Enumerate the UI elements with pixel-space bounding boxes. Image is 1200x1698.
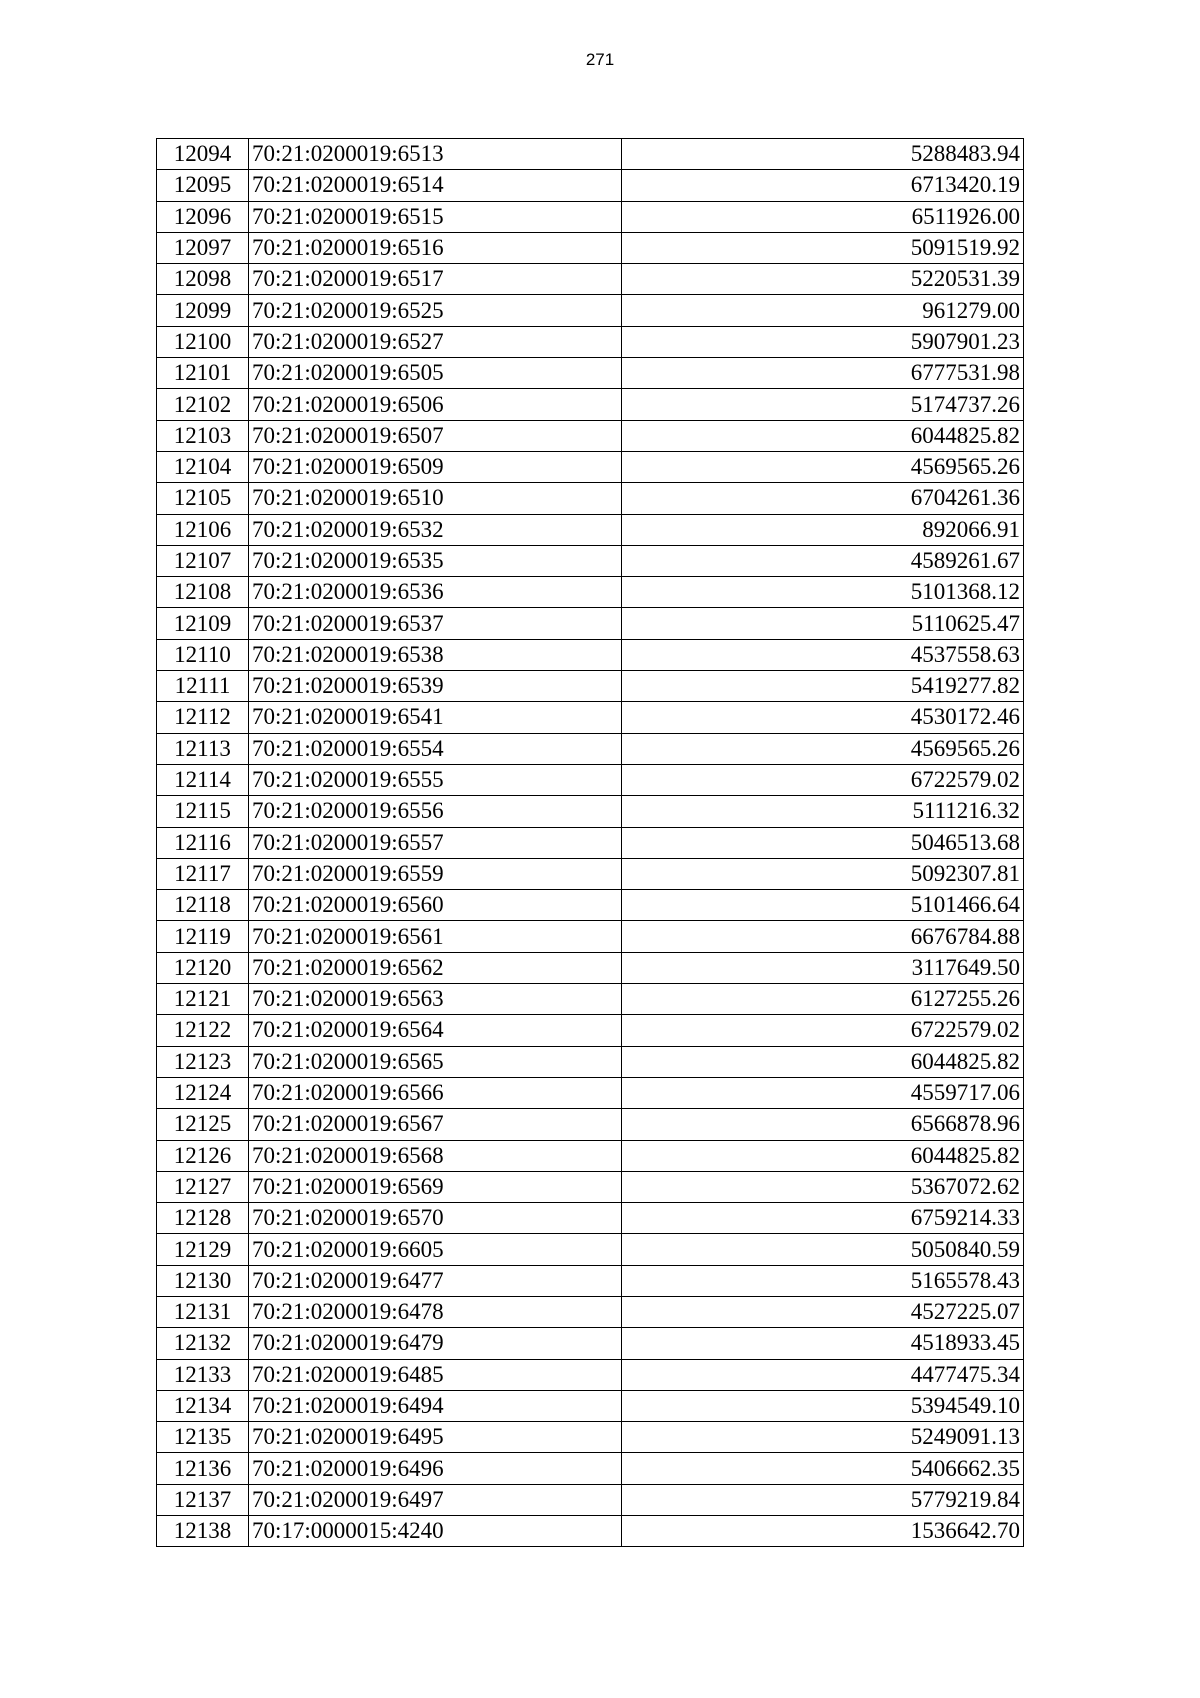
table-row [157,764,1024,795]
row-number-cell: 12102 [157,389,249,420]
cadastral-number-cell: 70:21:0200019:6570 [249,1203,622,1234]
table-row [157,890,1024,921]
row-number-cell: 12136 [157,1453,249,1484]
value-cell: 6127255.26 [622,984,1024,1015]
value-cell: 892066.91 [622,514,1024,545]
cadastral-number-cell: 70:17:0000015:4240 [249,1516,622,1547]
cadastral-number-cell: 70:21:0200019:6554 [249,733,622,764]
value-cell: 6044825.82 [622,420,1024,451]
value-cell: 4559717.06 [622,1077,1024,1108]
row-number-cell: 12138 [157,1516,249,1547]
value-cell: 961279.00 [622,295,1024,326]
row-number-cell: 12103 [157,420,249,451]
table-row [157,984,1024,1015]
cadastral-number-cell: 70:21:0200019:6496 [249,1453,622,1484]
table-row [157,1171,1024,1202]
value-cell: 6777531.98 [622,358,1024,389]
row-number-cell: 12123 [157,1046,249,1077]
value-cell: 5092307.81 [622,858,1024,889]
value-cell: 5406662.35 [622,1453,1024,1484]
value-cell: 5288483.94 [622,139,1024,170]
row-number-cell: 12114 [157,764,249,795]
cadastral-number-cell: 70:21:0200019:6566 [249,1077,622,1108]
row-number-cell: 12119 [157,921,249,952]
value-cell: 5779219.84 [622,1484,1024,1515]
table-row [157,608,1024,639]
value-cell: 5907901.23 [622,326,1024,357]
table-row [157,1453,1024,1484]
value-cell: 5050840.59 [622,1234,1024,1265]
cadastral-number-cell: 70:21:0200019:6565 [249,1046,622,1077]
table-row [157,1296,1024,1327]
cadastral-number-cell: 70:21:0200019:6556 [249,796,622,827]
value-cell: 5220531.39 [622,264,1024,295]
value-cell: 5110625.47 [622,608,1024,639]
row-number-cell: 12127 [157,1171,249,1202]
cadastral-number-cell: 70:21:0200019:6477 [249,1265,622,1296]
value-cell: 5101466.64 [622,890,1024,921]
value-cell: 3117649.50 [622,952,1024,983]
row-number-cell: 12105 [157,483,249,514]
table-row [157,139,1024,170]
row-number-cell: 12121 [157,984,249,1015]
cadastral-number-cell: 70:21:0200019:6513 [249,139,622,170]
table-row [157,1484,1024,1515]
row-number-cell: 12137 [157,1484,249,1515]
cadastral-number-cell: 70:21:0200019:6536 [249,577,622,608]
cadastral-number-cell: 70:21:0200019:6561 [249,921,622,952]
table-row [157,733,1024,764]
table-row [157,639,1024,670]
cadastral-number-cell: 70:21:0200019:6497 [249,1484,622,1515]
row-number-cell: 12129 [157,1234,249,1265]
table-row [157,921,1024,952]
value-cell: 6511926.00 [622,201,1024,232]
value-cell: 1536642.70 [622,1516,1024,1547]
cadastral-number-cell: 70:21:0200019:6564 [249,1015,622,1046]
table-row [157,1015,1024,1046]
table-row [157,232,1024,263]
value-cell: 6704261.36 [622,483,1024,514]
cadastral-number-cell: 70:21:0200019:6569 [249,1171,622,1202]
value-cell: 6044825.82 [622,1046,1024,1077]
row-number-cell: 12097 [157,232,249,263]
row-number-cell: 12118 [157,890,249,921]
table-row [157,295,1024,326]
cadastral-number-cell: 70:21:0200019:6514 [249,170,622,201]
cadastral-number-cell: 70:21:0200019:6559 [249,858,622,889]
cadastral-number-cell: 70:21:0200019:6517 [249,264,622,295]
value-cell: 4477475.34 [622,1359,1024,1390]
row-number-cell: 12115 [157,796,249,827]
value-cell: 4569565.26 [622,451,1024,482]
row-number-cell: 12122 [157,1015,249,1046]
cadastral-number-cell: 70:21:0200019:6516 [249,232,622,263]
value-cell: 5091519.92 [622,232,1024,263]
row-number-cell: 12131 [157,1296,249,1327]
row-number-cell: 12100 [157,326,249,357]
row-number-cell: 12107 [157,545,249,576]
row-number-cell: 12132 [157,1328,249,1359]
table-row [157,827,1024,858]
row-number-cell: 12110 [157,639,249,670]
table-row [157,1077,1024,1108]
row-number-cell: 12101 [157,358,249,389]
cadastral-number-cell: 70:21:0200019:6538 [249,639,622,670]
value-cell: 4569565.26 [622,733,1024,764]
table-row [157,858,1024,889]
value-cell: 6722579.02 [622,1015,1024,1046]
table-row [157,1046,1024,1077]
table-row [157,702,1024,733]
table-row [157,952,1024,983]
table-row [157,796,1024,827]
value-cell: 6759214.33 [622,1203,1024,1234]
table-row [157,389,1024,420]
table-row [157,671,1024,702]
value-cell: 5165578.43 [622,1265,1024,1296]
row-number-cell: 12117 [157,858,249,889]
cadastral-number-cell: 70:21:0200019:6479 [249,1328,622,1359]
table-row [157,358,1024,389]
table-row [157,577,1024,608]
cadastral-number-cell: 70:21:0200019:6525 [249,295,622,326]
value-cell: 4537558.63 [622,639,1024,670]
row-number-cell: 12128 [157,1203,249,1234]
value-cell: 5101368.12 [622,577,1024,608]
row-number-cell: 12108 [157,577,249,608]
row-number-cell: 12130 [157,1265,249,1296]
table-row [157,326,1024,357]
table-row [157,1234,1024,1265]
cadastral-number-cell: 70:21:0200019:6535 [249,545,622,576]
value-cell: 4527225.07 [622,1296,1024,1327]
table-row [157,514,1024,545]
row-number-cell: 12099 [157,295,249,326]
value-cell: 5367072.62 [622,1171,1024,1202]
row-number-cell: 12135 [157,1422,249,1453]
table-row [157,483,1024,514]
cadastral-number-cell: 70:21:0200019:6562 [249,952,622,983]
cadastral-number-cell: 70:21:0200019:6539 [249,671,622,702]
cadastral-number-cell: 70:21:0200019:6507 [249,420,622,451]
table-row [157,264,1024,295]
value-cell: 5046513.68 [622,827,1024,858]
row-number-cell: 12112 [157,702,249,733]
cadastral-number-cell: 70:21:0200019:6527 [249,326,622,357]
data-table [156,138,1024,1547]
value-cell: 4589261.67 [622,545,1024,576]
cadastral-number-cell: 70:21:0200019:6478 [249,1296,622,1327]
cadastral-number-cell: 70:21:0200019:6541 [249,702,622,733]
row-number-cell: 12104 [157,451,249,482]
row-number-cell: 12106 [157,514,249,545]
row-number-cell: 12124 [157,1077,249,1108]
table-row [157,201,1024,232]
cadastral-number-cell: 70:21:0200019:6510 [249,483,622,514]
row-number-cell: 12095 [157,170,249,201]
cadastral-number-cell: 70:21:0200019:6509 [249,451,622,482]
value-cell: 6713420.19 [622,170,1024,201]
value-cell: 5111216.32 [622,796,1024,827]
row-number-cell: 12126 [157,1140,249,1171]
cadastral-number-cell: 70:21:0200019:6560 [249,890,622,921]
value-cell: 6566878.96 [622,1109,1024,1140]
row-number-cell: 12098 [157,264,249,295]
table-row [157,545,1024,576]
table-row [157,1516,1024,1547]
table-row [157,1328,1024,1359]
value-cell: 6722579.02 [622,764,1024,795]
row-number-cell: 12120 [157,952,249,983]
cadastral-number-cell: 70:21:0200019:6537 [249,608,622,639]
cadastral-number-cell: 70:21:0200019:6557 [249,827,622,858]
table-row [157,1203,1024,1234]
row-number-cell: 12113 [157,733,249,764]
row-number-cell: 12133 [157,1359,249,1390]
cadastral-number-cell: 70:21:0200019:6568 [249,1140,622,1171]
value-cell: 5419277.82 [622,671,1024,702]
value-cell: 5174737.26 [622,389,1024,420]
value-cell: 4518933.45 [622,1328,1024,1359]
row-number-cell: 12134 [157,1390,249,1421]
table-row [157,420,1024,451]
cadastral-number-cell: 70:21:0200019:6605 [249,1234,622,1265]
value-cell: 6676784.88 [622,921,1024,952]
cadastral-number-cell: 70:21:0200019:6563 [249,984,622,1015]
value-cell: 5394549.10 [622,1390,1024,1421]
table-row [157,170,1024,201]
row-number-cell: 12096 [157,201,249,232]
table-row [157,1140,1024,1171]
table-row [157,451,1024,482]
cadastral-number-cell: 70:21:0200019:6495 [249,1422,622,1453]
table-row [157,1390,1024,1421]
cadastral-number-cell: 70:21:0200019:6485 [249,1359,622,1390]
cadastral-number-cell: 70:21:0200019:6515 [249,201,622,232]
row-number-cell: 12125 [157,1109,249,1140]
row-number-cell: 12094 [157,139,249,170]
value-cell: 5249091.13 [622,1422,1024,1453]
cadastral-number-cell: 70:21:0200019:6567 [249,1109,622,1140]
value-cell: 6044825.82 [622,1140,1024,1171]
cadastral-number-cell: 70:21:0200019:6555 [249,764,622,795]
value-cell: 4530172.46 [622,702,1024,733]
table-row [157,1109,1024,1140]
table-row [157,1265,1024,1296]
cadastral-number-cell: 70:21:0200019:6532 [249,514,622,545]
cadastral-number-cell: 70:21:0200019:6505 [249,358,622,389]
cadastral-number-cell: 70:21:0200019:6494 [249,1390,622,1421]
table-row [157,1359,1024,1390]
cadastral-number-cell: 70:21:0200019:6506 [249,389,622,420]
row-number-cell: 12111 [157,671,249,702]
page-number: 271 [585,50,615,69]
row-number-cell: 12116 [157,827,249,858]
table-body [157,139,1024,1547]
table-row [157,1422,1024,1453]
row-number-cell: 12109 [157,608,249,639]
